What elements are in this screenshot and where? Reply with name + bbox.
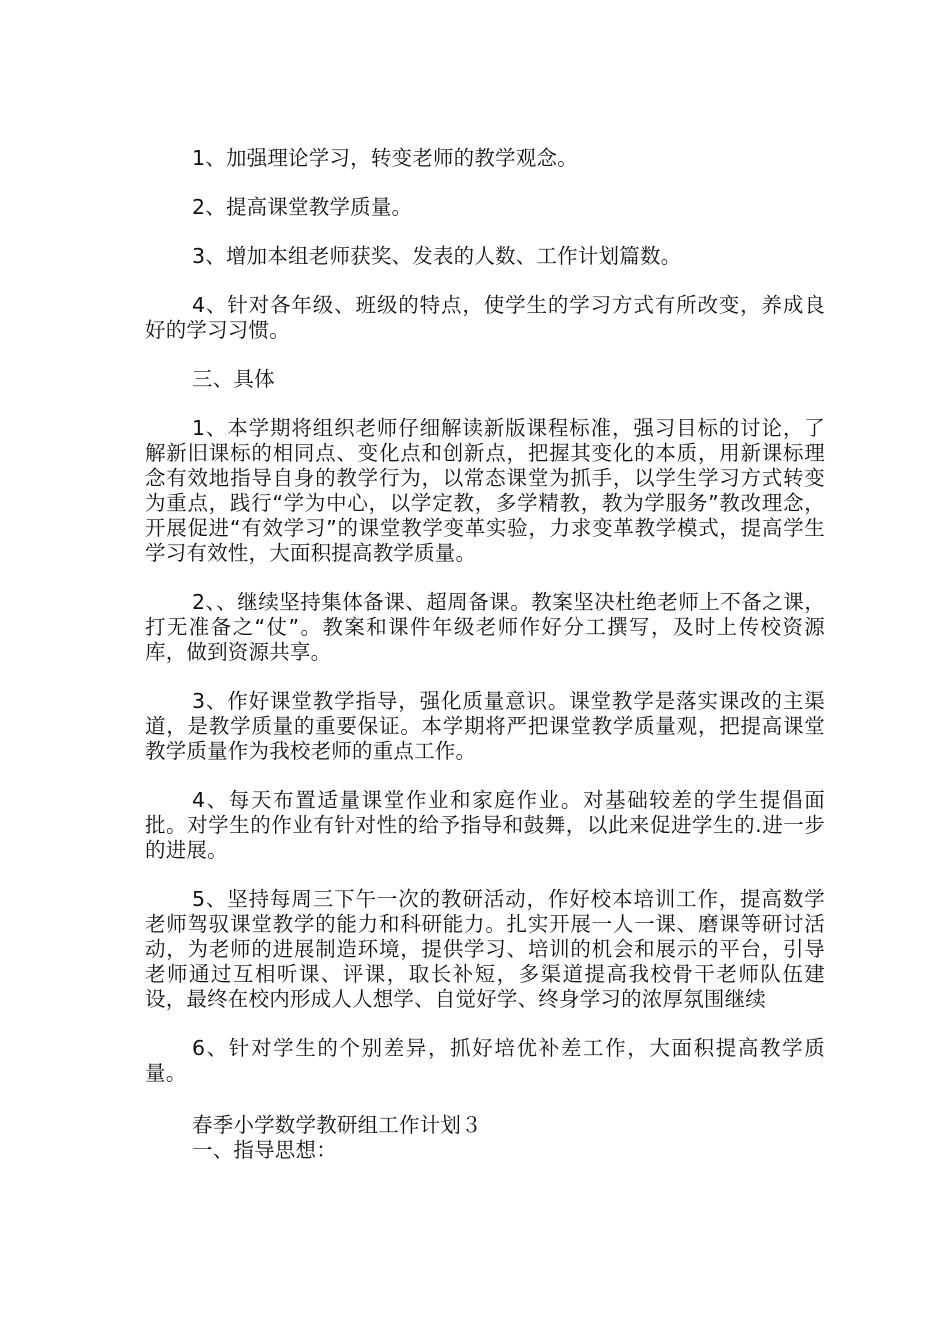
specific-paragraph-6: 6、针对学生的个别差异，抓好培优补差工作，大面积提高教学质量。 [145, 1036, 825, 1085]
guiding-thought-heading: 一、指导思想： [192, 1138, 337, 1162]
goal-paragraph-1: 1、加强理论学习，转变老师的教学观念。 [192, 146, 578, 170]
goal-paragraph-3: 3、增加本组老师获奖、发表的人数、工作计划篇数。 [192, 244, 682, 268]
goal-paragraph-4: 4、针对各年级、班级的特点，使学生的学习方式有所改变，养成良好的学习习惯。 [145, 293, 825, 342]
specific-paragraph-4: 4、每天布置适量课堂作业和家庭作业。对基础较差的学生提倡面批。对学生的作业有针对性的给予指导和鼓舞，以此来促进学生的.进一步的进展。 [145, 788, 825, 862]
specific-paragraph-2: 2、、继续坚持集体备课、超周备课。教案坚决杜绝老师上不备之课，打无准备之“仗”。教案和课件年级老师作好分工撰写，及时上传校资源库，做到资源共享。 [145, 590, 825, 664]
goal-paragraph-2: 2、提高课堂教学质量。 [192, 195, 413, 219]
plan-title: 春季小学数学教研组工作计划３ [192, 1113, 482, 1137]
specific-paragraph-1: 1、本学期将组织老师仔细解读新版课程标准，强习目标的讨论，了解新旧课标的相同点、变化点和创新点，把握其变化的本质，用新课标理念有效地指导自身的教学行为，以常态课堂为抓手，以学生学习方式转变为重点，践行“学为中心，以学定教，多学精教，教为学服务”教改理念，开展促进“有效学习”的课堂教学变革实验，力求变革教学模式，提高学生学习有效性，大面积提高教学质量。 [145, 416, 825, 565]
specific-paragraph-5: 5、坚持每周三下午一次的教研活动，作好校本培训工作，提高数学老师驾驭课堂教学的能力和科研能力。扎实开展一人一课、磨课等研讨活动，为老师的进展制造环境，提供学习、培训的机会和展示的平台，引导老师通过互相听课、评课，取长补短，多渠道提高我校骨干老师队伍建设，最终在校内形成人人想学、自觉好学、终身学习的浓厚氛围继续 [145, 887, 825, 1011]
section-heading-specifics: 三、具体 [192, 367, 275, 391]
document-body [145, 146, 825, 1163]
specific-paragraph-3: 3、作好课堂教学指导，强化质量意识。课堂教学是落实课改的主渠道，是教学质量的重要保证。本学期将严把课堂教学质量观，把提高课堂教学质量作为我校老师的重点工作。 [145, 689, 825, 763]
